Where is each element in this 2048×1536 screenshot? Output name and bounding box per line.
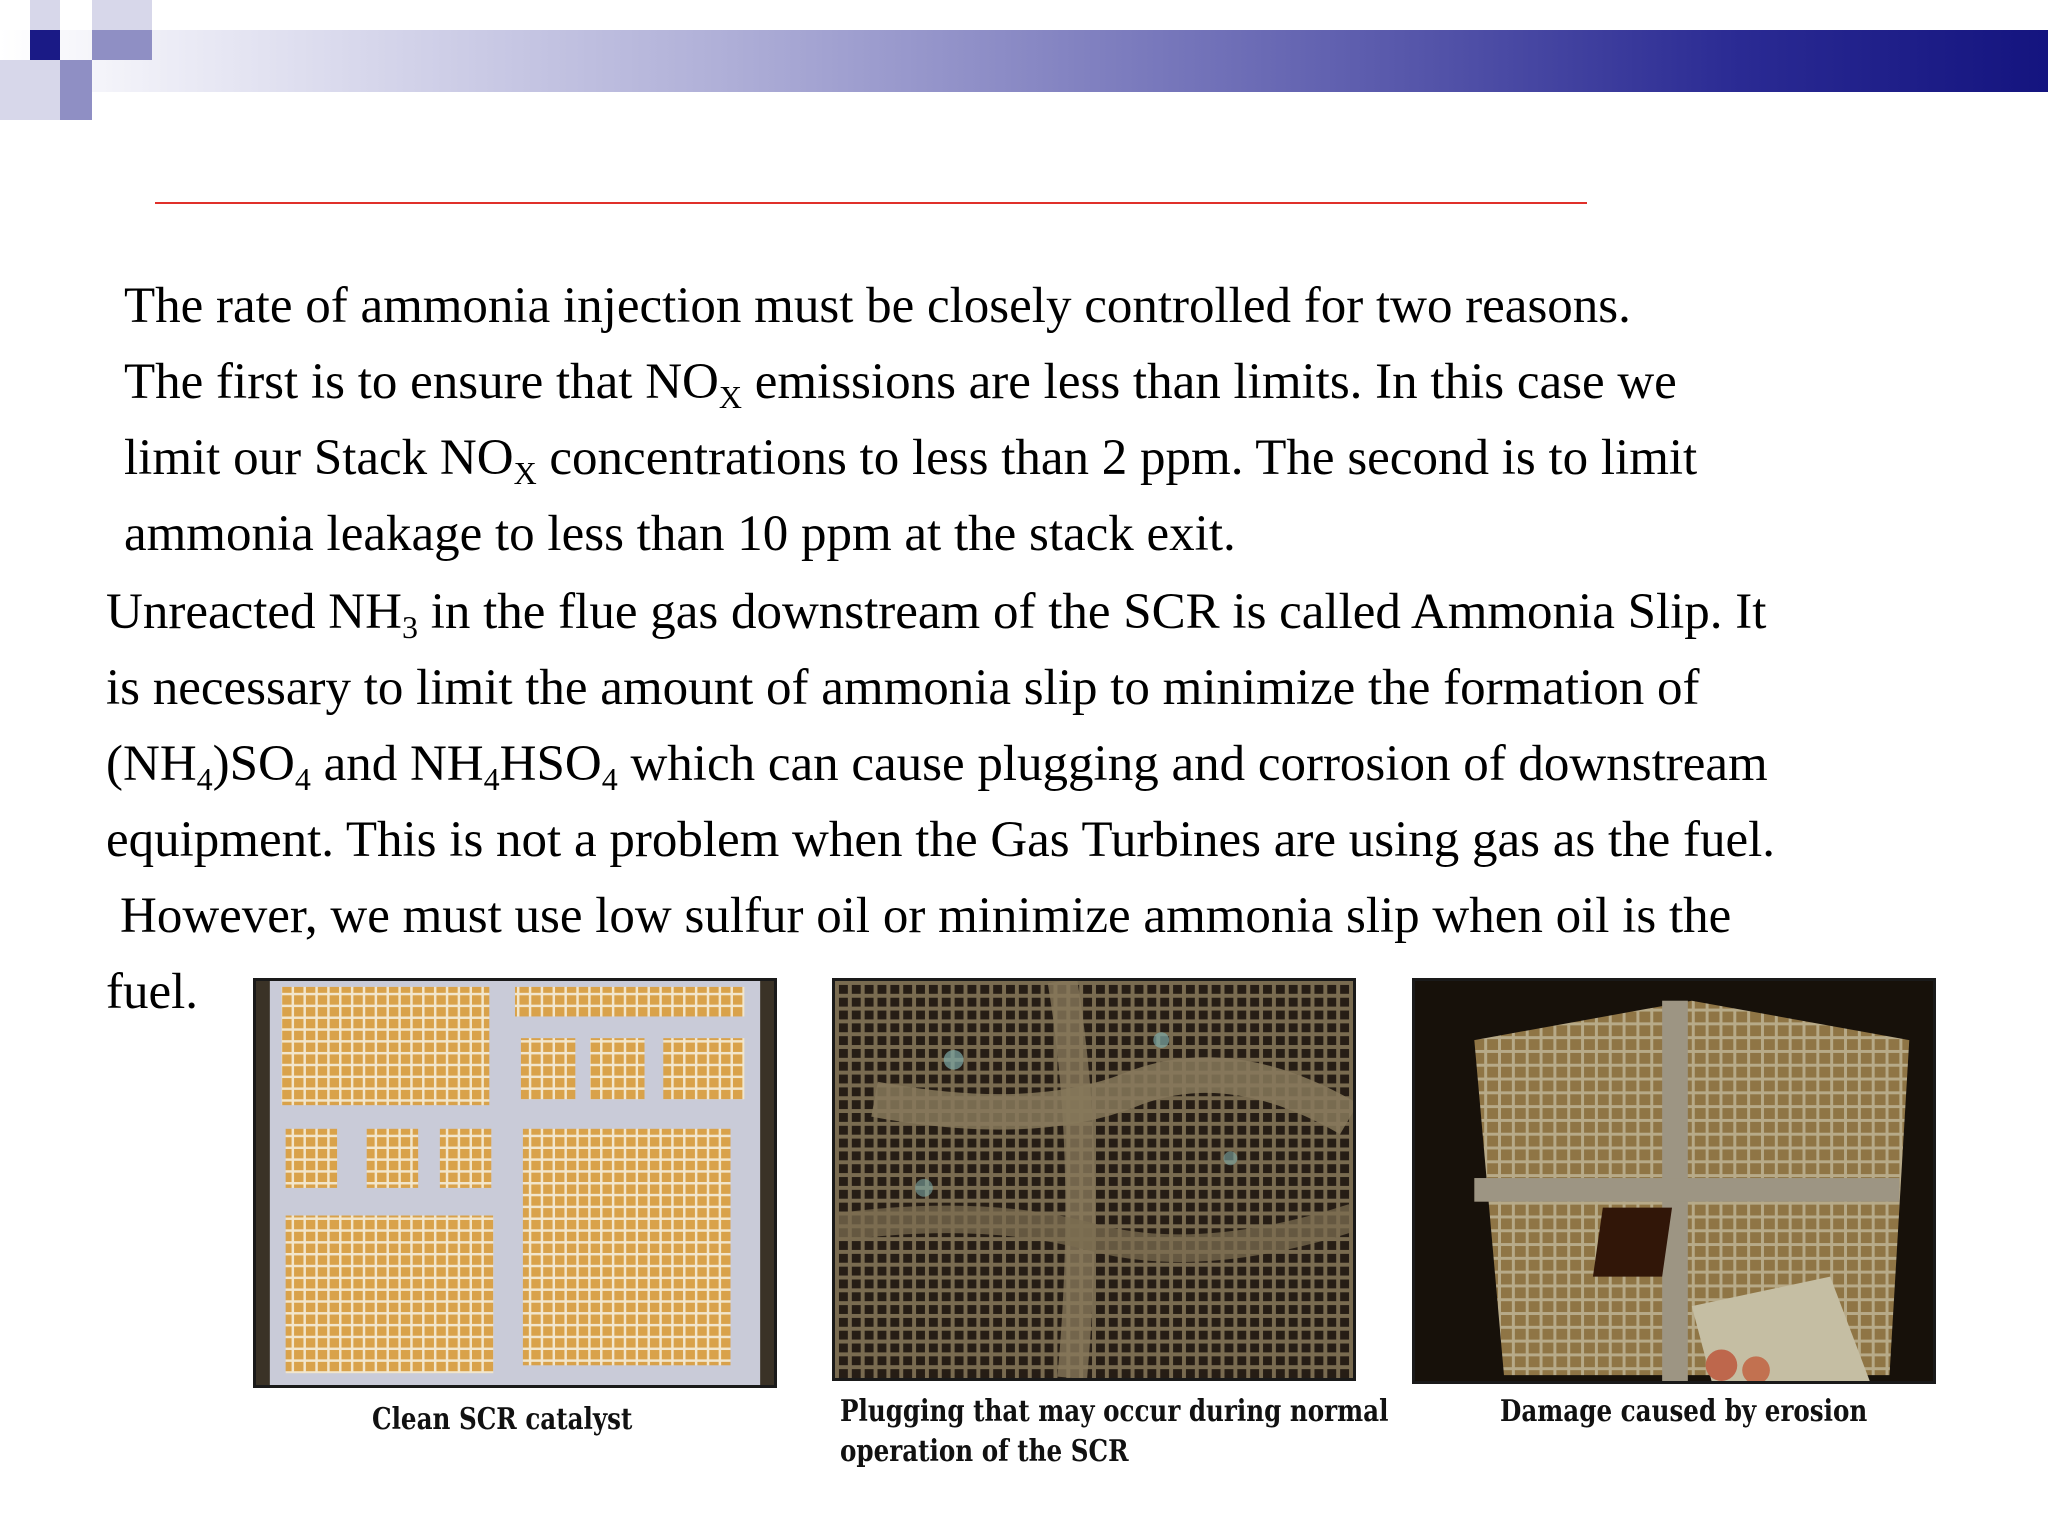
eroded-catalyst-illustration	[1415, 981, 1933, 1381]
subscript: 4	[294, 761, 311, 798]
logo-square-light	[30, 0, 60, 30]
text-run: (NH	[106, 736, 197, 792]
photo-eroded-scr-catalyst	[1412, 978, 1936, 1384]
caption-plugging-line-2: operation of the SCR	[840, 1434, 1129, 1469]
paragraph-ammonia-slip	[106, 574, 1775, 1030]
text-run: limit our Stack NO	[124, 430, 514, 486]
text-run: concentrations to less than 2 ppm. The second is to limit	[536, 430, 1698, 486]
logo-square-mid-bottom	[60, 90, 92, 120]
photo-plugged-scr-catalyst	[832, 978, 1356, 1381]
paragraph-2-line-2: is necessary to limit the amount of ammonia slip to minimize the formation of	[106, 660, 1700, 716]
plugged-catalyst-illustration	[835, 981, 1353, 1378]
clean-catalyst-illustration	[256, 981, 774, 1385]
paragraph-2-line-3	[106, 726, 1775, 802]
text-run: However, we must use low sulfur oil or minimize ammonia slip when oil is the	[120, 888, 1732, 944]
title-underline-rule	[155, 202, 1587, 204]
text-run: emissions are less than limits. In this case we	[741, 354, 1677, 410]
paragraph-1-line-1: The rate of ammonia injection must be closely controlled for two reasons.	[124, 278, 1631, 334]
paragraph-ammonia-injection	[124, 268, 1697, 572]
text-run: )SO	[212, 736, 295, 792]
subscript: X	[718, 379, 742, 416]
logo-square-light-left	[0, 60, 60, 120]
caption-clean-scr-catalyst: Clean SCR catalyst	[372, 1402, 633, 1437]
logo-square-light-top	[92, 0, 152, 30]
subscript: 4	[196, 761, 213, 798]
caption-plugging-line-1: Plugging that may occur during normal	[840, 1394, 1389, 1429]
paragraph-1-line-3	[124, 420, 1697, 496]
paragraph-1-line-4: ammonia leakage to less than 10 ppm at the stack exit.	[124, 506, 1236, 562]
logo-square-mid	[92, 30, 152, 60]
caption-plugging	[840, 1392, 1388, 1472]
photo-clean-scr-catalyst	[253, 978, 777, 1388]
text-run: The first is to ensure that NO	[124, 354, 719, 410]
text-run: HSO	[499, 736, 602, 792]
paragraph-1-line-2	[124, 344, 1697, 420]
paragraph-2-line-6: fuel.	[106, 964, 199, 1020]
logo-square-mid-lower	[60, 60, 92, 90]
paragraph-2-line-4: equipment. This is not a problem when the Gas Turbines are using gas as the fuel.	[106, 812, 1776, 868]
paragraph-2-line-5	[106, 878, 1775, 954]
text-run: Unreacted NH	[106, 584, 402, 640]
logo-square-dark	[30, 30, 60, 60]
logo-square-white	[0, 0, 30, 30]
caption-erosion-damage: Damage caused by erosion	[1500, 1394, 1868, 1429]
text-run: in the flue gas downstream of the SCR is called Ammonia Slip. It	[417, 584, 1767, 640]
paragraph-2-line-1	[106, 574, 1775, 650]
subscript: 3	[401, 609, 418, 646]
subscript: 4	[601, 761, 618, 798]
text-run: and NH	[310, 736, 484, 792]
text-run: which can cause plugging and corrosion of downstream	[617, 736, 1768, 792]
header-gradient-banner	[0, 30, 2048, 92]
subscript: X	[513, 455, 537, 492]
subscript: 4	[483, 761, 500, 798]
